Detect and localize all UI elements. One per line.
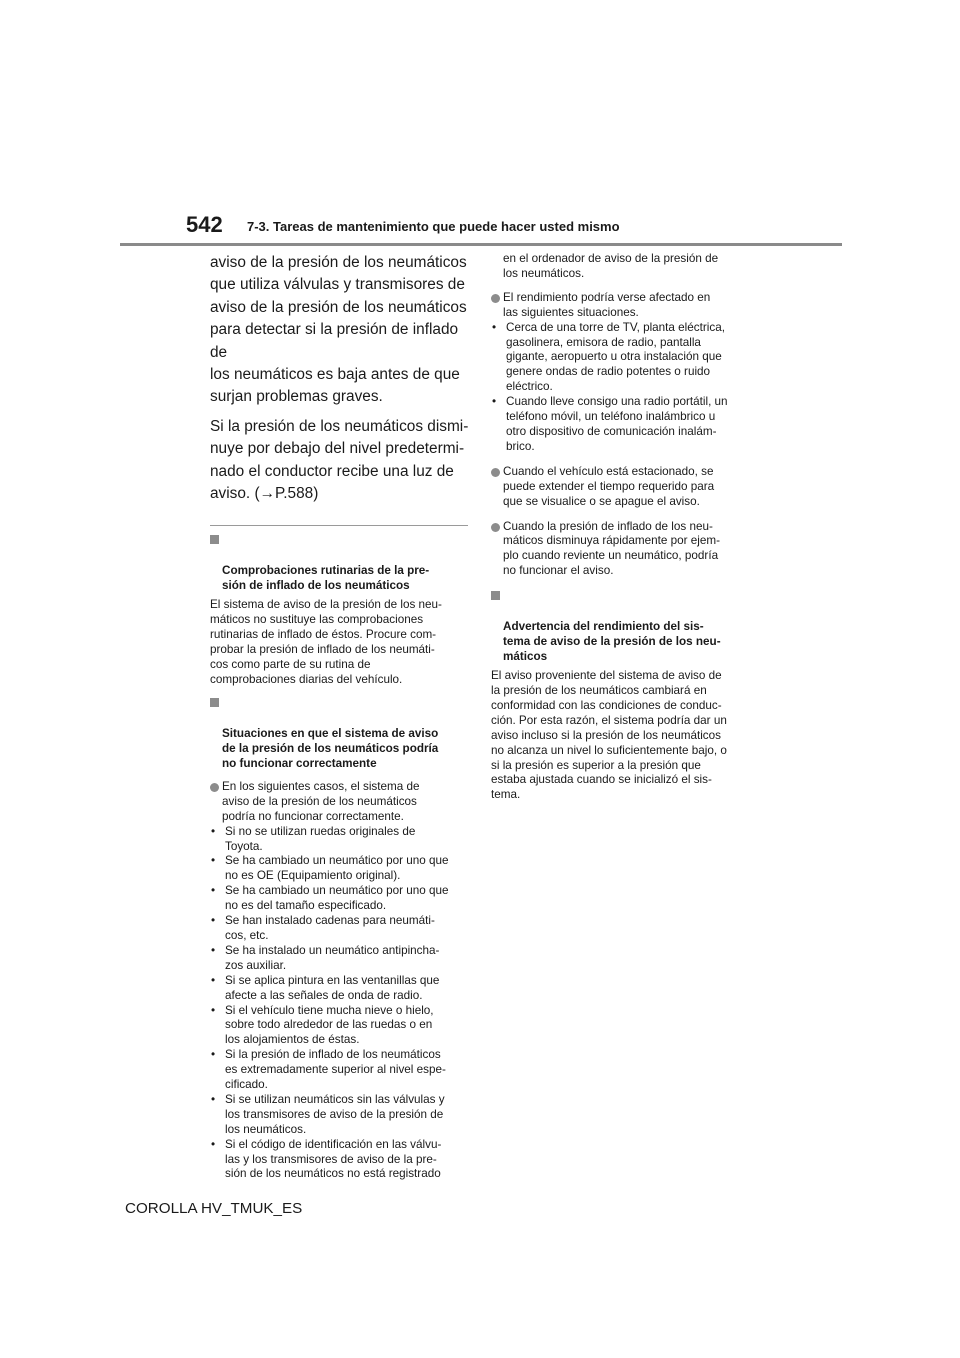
list-item-text: Se ha cambiado un neumático por uno que no es del tamaño especificado. [225, 884, 449, 913]
list-item [210, 914, 470, 944]
list-item-text: Si se utilizan neumáticos sin las válvulas y los transmisores de aviso de la presión de los neumáticos. [225, 1092, 445, 1136]
circle-item-text: En los siguientes casos, el sistema de aviso de la presión de los neumáticos podría no funcionar correctamente. [222, 779, 420, 823]
bullet-dot: • [211, 1092, 216, 1106]
list-item-text: Se ha instalado un neumático antipincha- zos auxiliar. [225, 943, 440, 972]
section-heading-routine-checks [210, 533, 470, 593]
circle-item [491, 465, 751, 510]
list-item [491, 395, 751, 455]
list-item [210, 854, 470, 884]
page-number: 542 [186, 212, 223, 237]
heading-text: Advertencia del rendimiento del sis- tema de aviso de la presión de los neu- máticos [503, 620, 721, 664]
list-item-text: Cuando lleve consigo una radio portátil, un teléfono móvil, un teléfono inalámbrico u otro dispositivo de comunicación inalám- brico. [506, 395, 728, 453]
continuation-item [491, 252, 751, 282]
bullet-dot: • [211, 973, 216, 987]
list-item-text: Si no se utilizan ruedas originales de Toyota. [225, 824, 416, 853]
left-column [210, 252, 470, 1182]
square-bullet-icon [491, 591, 500, 600]
bullet-dot: • [211, 1137, 216, 1151]
routine-checks-paragraph: El sistema de aviso de la presión de los neu- máticos no sustituye las comprobaciones rutinarias de inflado de éstos. Procure com- probar la presión de inflado de los neumáti- cos como parte de su rutina de comprobaciones diarias del vehículo. [210, 598, 442, 686]
bullet-dot: • [211, 914, 216, 928]
bullet-dot: • [211, 943, 216, 957]
list-item-text: Si la presión de inflado de los neumáticos es extremadamente superior al nivel espe- cificado. [225, 1048, 446, 1092]
section-title: 7-3. Tareas de mantenimiento que puede hacer usted mismo [247, 219, 620, 234]
circle-item-text: Cuando la presión de inflado de los neu- máticos disminuya rápidamente por ejem- plo cuando reviente un neumático, podría no funcionar el aviso. [503, 519, 720, 578]
bullet-dot: • [211, 854, 216, 868]
bullet-dot: • [211, 1048, 216, 1062]
list-item-text: Cerca de una torre de TV, planta eléctrica, gasolinera, emisora de radio, pantalla gigante, aeropuerto u otra instalación que genere ondas de radio potentes o ruido eléctrico. [506, 320, 725, 394]
square-bullet-icon [210, 698, 219, 707]
square-bullet-icon [210, 535, 219, 544]
list-item [210, 1093, 470, 1138]
bullet-dot: • [211, 824, 216, 838]
list-item [210, 1138, 470, 1183]
section-heading-malfunction-situations [210, 696, 470, 771]
bullet-dot: • [492, 320, 497, 334]
continuation-text: en el ordenador de aviso de la presión de los neumáticos. [503, 252, 719, 280]
footer-model-code: COROLLA HV_TMUK_ES [125, 1200, 303, 1217]
right-column [491, 252, 751, 811]
bullet-list [210, 825, 470, 1183]
list-item [210, 884, 470, 914]
list-item-text: Si el vehículo tiene mucha nieve o hielo, sobre todo alrededor de las ruedas o en los alojamientos de éstas. [225, 1003, 434, 1047]
list-item-text: Si se aplica pintura en las ventanillas que afecte a las señales de onda de radio. [225, 973, 440, 1002]
intro-paragraph: aviso de la presión de los neumáticos que utiliza válvulas y transmisores de aviso de la presión de los neumáticos para detectar si la presión de inflado de los neumáticos es baja antes de que surjan problemas graves. [210, 254, 467, 406]
warning-light-paragraph: Si la presión de los neumáticos dismi- nuye por debajo del nivel predetermi- nado el conductor recibe una luz de aviso. (→P.588) [210, 417, 469, 503]
circle-bullet-icon [491, 468, 500, 477]
page-header [0, 0, 960, 250]
bullet-list [491, 321, 751, 455]
section-heading-performance-warning [491, 589, 751, 664]
bullet-dot: • [211, 1003, 216, 1017]
heading-text: Comprobaciones rutinarias de la pre- sión de inflado de los neumáticos [222, 564, 430, 593]
list-item-text: Se han instalado cadenas para neumáti- cos, etc. [225, 914, 435, 942]
list-item-text: Si el código de identificación en las válvu- las y los transmisores de aviso de la pre- sión de los neumáticos no está registrado [225, 1137, 442, 1181]
circle-item-text: Cuando el vehículo está estacionado, se puede extender el tiempo requerido para que se visualice o se apague el aviso. [503, 464, 715, 508]
heading-text: Situaciones en que el sistema de aviso de la presión de los neumáticos podría no funcionar correctamente [222, 726, 439, 770]
circle-item-text: El rendimiento podría verse afectado en las siguientes situaciones. [503, 290, 711, 319]
circle-bullet-icon [491, 294, 500, 303]
circle-item [210, 780, 470, 825]
circle-bullet-icon [491, 523, 500, 532]
header-rule [120, 243, 842, 246]
bullet-dot: • [211, 884, 216, 898]
bullet-dot: • [492, 395, 497, 409]
circle-item [491, 291, 751, 321]
circle-bullet-icon [210, 783, 219, 792]
section-divider [210, 525, 468, 526]
list-item [491, 321, 751, 396]
circle-item [491, 520, 751, 580]
list-item [210, 944, 470, 974]
performance-warning-paragraph: El aviso proveniente del sistema de aviso de la presión de los neumáticos cambiará en conformidad con las condiciones de conduc- ción. Por esta razón, el sistema podría dar un aviso incluso si la presión de los neumáticos no alcanza un nivel lo suficientemente bajo, o si la presión es superior a la presión que estaba ajustada cuando se inicializó el sis- tema. [491, 669, 727, 802]
list-item-text: Se ha cambiado un neumático por uno que no es OE (Equipamiento original). [225, 854, 449, 883]
list-item [210, 825, 470, 855]
list-item [210, 974, 470, 1004]
list-item [210, 1048, 470, 1093]
list-item [210, 1004, 470, 1049]
